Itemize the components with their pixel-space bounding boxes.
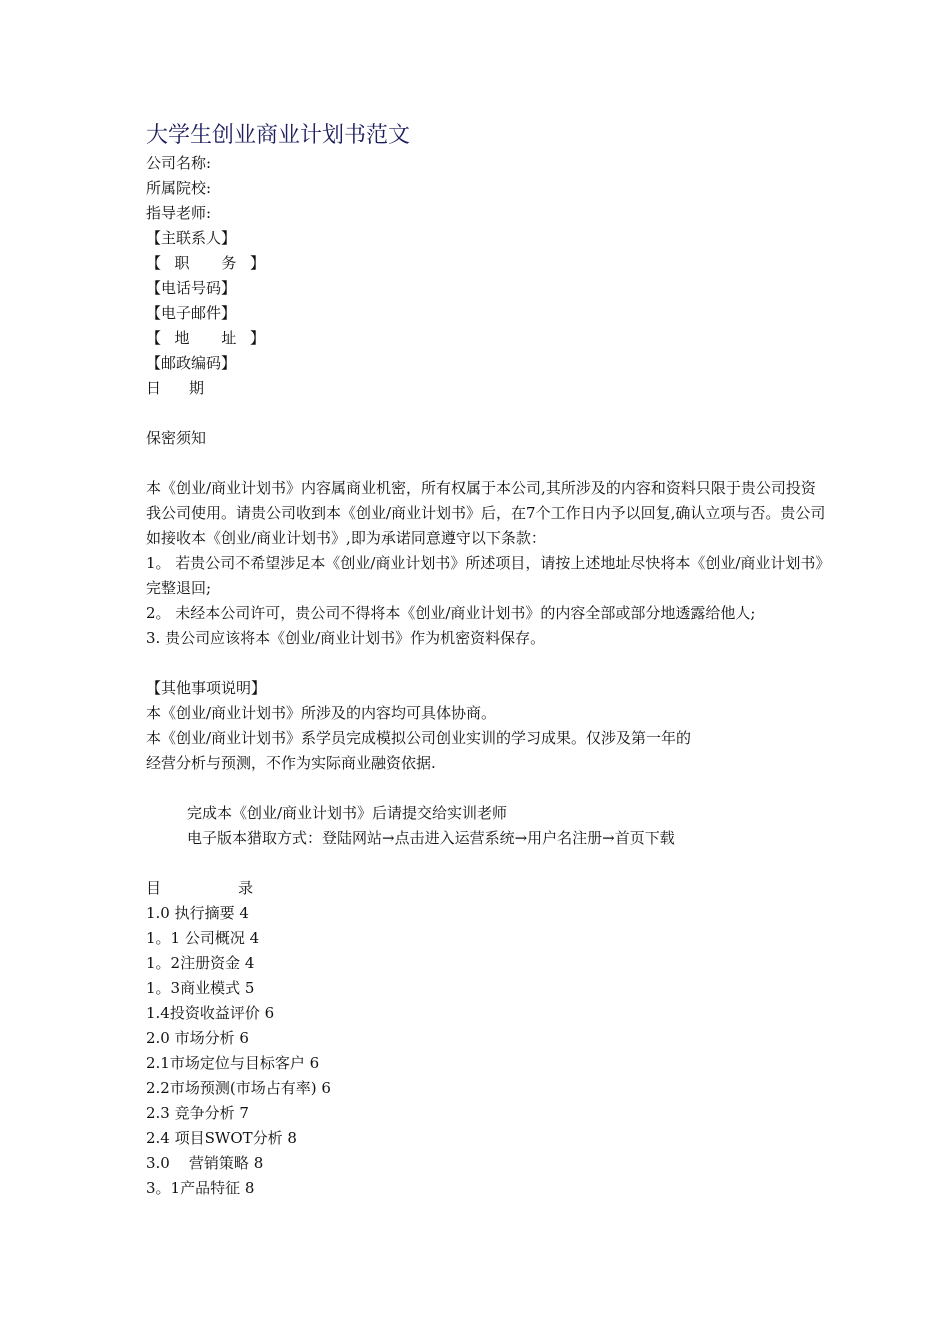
field-date (146, 376, 826, 401)
cover-fields (146, 151, 826, 401)
field-advisor: 指导老师: (146, 204, 212, 222)
spacer (146, 651, 826, 676)
toc-heading (146, 876, 826, 901)
table-of-contents (146, 901, 826, 1201)
other-line: 经营分析与预测，不作为实际商业融资依据. (146, 754, 436, 772)
toc-entry: 2.3 竞争分析 7 (146, 1104, 249, 1122)
spacer (146, 851, 826, 876)
spacer (146, 776, 826, 801)
field-contact: 【主联系人】 (146, 229, 237, 247)
field-position-label: 【职 务】 (146, 254, 265, 272)
toc-entry: 3。1产品特征 8 (146, 1179, 255, 1197)
submit-line: 电子版本猎取方式：登陆网站→点击进入运营系统→用户名注册→首页下载 (187, 829, 675, 847)
field-address-label: 【地 址】 (146, 329, 265, 347)
field-company-name: 公司名称: (146, 154, 212, 172)
field-school: 所属院校: (146, 179, 212, 197)
spacer (146, 451, 826, 476)
term-item: 3. 贵公司应该将本《创业/商业计划书》作为机密资料保存。 (146, 629, 546, 647)
other-line: 本《创业/商业计划书》系学员完成模拟公司创业实训的学习成果。仅涉及第一年的 (146, 729, 692, 747)
spacer (146, 401, 826, 426)
toc-entry: 2.4 项目SWOT分析 8 (146, 1129, 297, 1147)
toc-entry: 3.0 营销策略 8 (146, 1154, 264, 1172)
toc-entry: 1.0 执行摘要 4 (146, 904, 249, 922)
field-date-label: 日 期 (146, 379, 204, 397)
field-position (146, 251, 826, 276)
other-line: 本《创业/商业计划书》所涉及的内容均可具体协商。 (146, 704, 497, 722)
toc-entry: 2.1市场定位与目标客户 6 (146, 1054, 320, 1072)
toc-entry: 1.4投资收益评价 6 (146, 1004, 275, 1022)
field-postcode: 【邮政编码】 (146, 354, 237, 372)
toc-heading-label: 目 录 (146, 879, 253, 897)
field-phone: 【电话号码】 (146, 279, 237, 297)
field-address (146, 326, 826, 351)
field-email: 【电子邮件】 (146, 304, 237, 322)
toc-entry: 1。2注册资金 4 (146, 954, 255, 972)
submit-line: 完成本《创业/商业计划书》后请提交给实训老师 (187, 804, 508, 822)
other-heading: 【其他事项说明】 (146, 679, 267, 697)
confidential-paragraph: 本《创业/商业计划书》内容属商业机密，所有权属于本公司,其所涉及的内容和资料只限于贵公司投资我公司使用。请贵公司收到本《创业/商业计划书》后，在7个工作日内予以回复,确认立项与否。贵公司如接收本《创业/商业计划书》,即为承诺同意遵守以下条款： (146, 479, 826, 547)
term-item: 1。 若贵公司不希望涉足本《创业/商业计划书》所述项目，请按上述地址尽快将本《创业/商业计划书》完整退回; (146, 554, 823, 597)
toc-entry: 1。3商业模式 5 (146, 979, 255, 997)
document-page (146, 121, 826, 1201)
toc-entry: 2.0 市场分析 6 (146, 1029, 249, 1047)
term-item: 2。 未经本公司许可，贵公司不得将本《创业/商业计划书》的内容全部或部分地透露给他人; (146, 604, 756, 622)
toc-entry: 1。1 公司概况 4 (146, 929, 260, 947)
toc-entry: 2.2市场预测(市场占有率) 6 (146, 1079, 331, 1097)
document-title: 大学生创业商业计划书范文 (146, 123, 411, 148)
confidential-heading: 保密须知 (146, 429, 207, 447)
